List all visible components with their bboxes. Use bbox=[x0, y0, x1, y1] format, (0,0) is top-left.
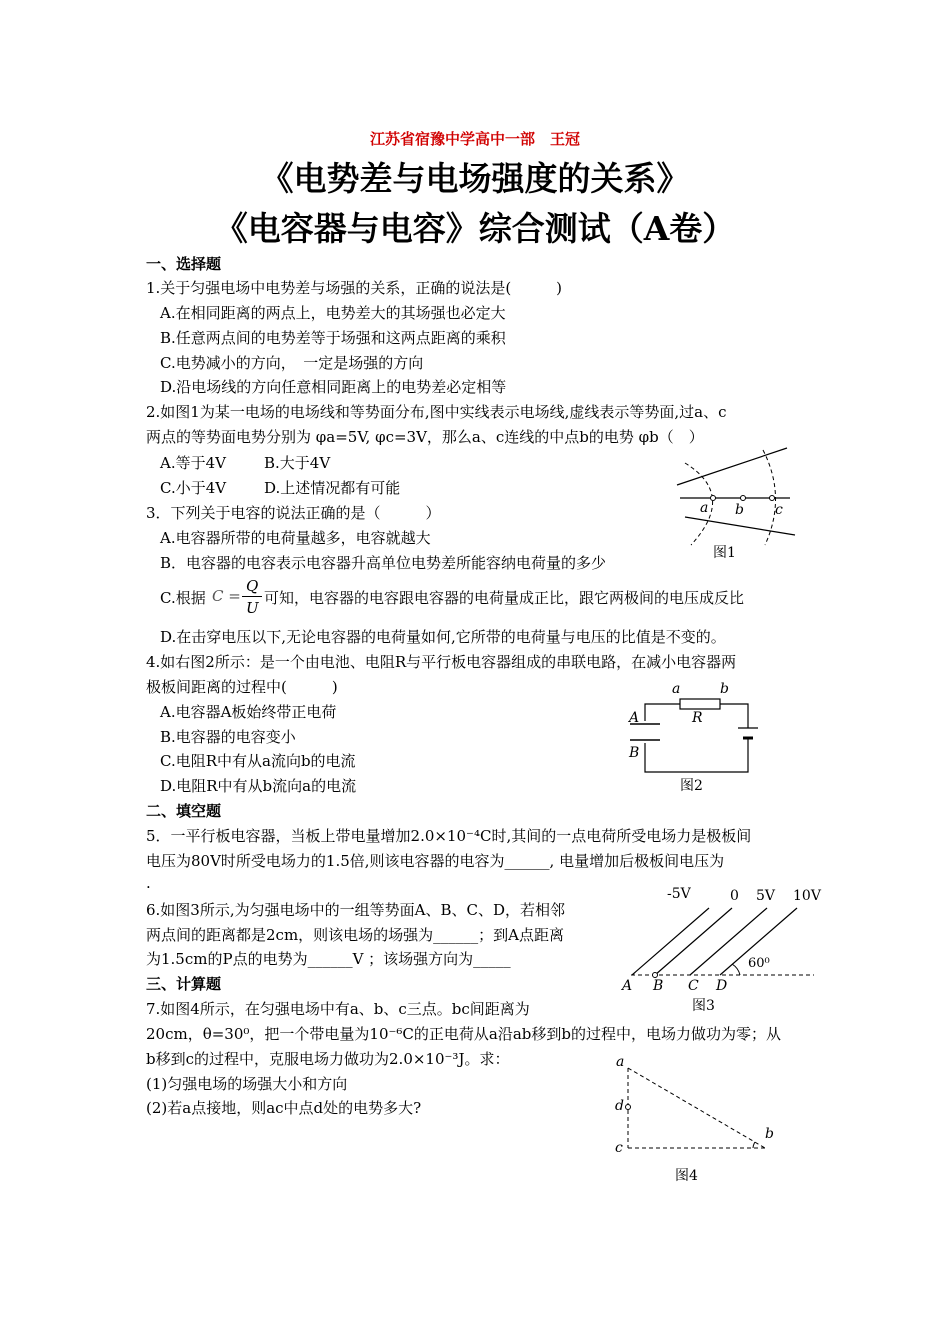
q1-option-c: C.电势减小的方向， 一定是场强的方向 bbox=[160, 354, 424, 372]
theta-arc bbox=[753, 1142, 755, 1148]
q2-option-c: C.小于4V bbox=[160, 479, 227, 497]
q7-sub-2: (2)若a点接地，则ac中点d处的电势多大? bbox=[146, 1099, 422, 1117]
plane-A bbox=[632, 908, 709, 975]
q4-option-b: B.电容器的电容变小 bbox=[160, 728, 296, 746]
q3-option-c-prefix: C.根据 bbox=[160, 589, 206, 607]
point-b bbox=[741, 496, 746, 501]
fig3-voltage-neg5: -5V bbox=[667, 886, 691, 902]
q6-line-3: 为1.5cm的P点的电势为______V ；该场强方向为_____ bbox=[146, 950, 511, 968]
fig2-label-A: A bbox=[629, 710, 640, 726]
q2-option-a: A.等于4V bbox=[160, 454, 226, 472]
q2-line-2: 两点的等势面电势分别为 φa=5V, φc=3V，那么a、c连线的中点b的电势 φb（ ） bbox=[146, 428, 704, 446]
fig3-angle-label: 60⁰ bbox=[748, 956, 770, 971]
q4-line-2: 极板间距离的过程中( ) bbox=[146, 678, 338, 696]
q7-line-3: b移到c的过程中，克服电场力做功为2.0×10⁻³J。求： bbox=[146, 1050, 510, 1068]
wire-top-left bbox=[645, 704, 680, 721]
q5-line-1: 5．一平行板电容器，当板上带电量增加2.0×10⁻⁴C时,其间的一点电荷所受电场力是极板间 bbox=[146, 827, 752, 845]
fig3-voltage-0: 0 bbox=[730, 888, 739, 904]
fig4-label-c: c bbox=[615, 1140, 623, 1156]
figure-2-circuit bbox=[620, 676, 770, 798]
field-line-bottom bbox=[685, 517, 795, 535]
fig2-label-R: R bbox=[692, 710, 703, 726]
fig1-label-c: c bbox=[775, 502, 783, 518]
q3-option-b: B．电容器的电容表示电容器升高单位电势差所能容纳电荷量的多少 bbox=[160, 554, 607, 572]
wire-top-right bbox=[720, 704, 748, 728]
q6-line-1: 6.如图3所示,为匀强电场中的一组等势面A、B、C、D，若相邻 bbox=[146, 901, 565, 919]
fig3-voltage-5: 5V bbox=[756, 888, 776, 904]
section-heading-fill: 二、填空题 bbox=[146, 802, 222, 820]
q2-option-b: B.大于4V bbox=[264, 454, 331, 472]
fig4-label-a: a bbox=[616, 1054, 625, 1070]
q4-line-1: 4.如右图2所示：是一个由电池、电阻R与平行板电容器组成的串联电路，在减小电容器两 bbox=[146, 653, 737, 671]
q4-option-c: C.电阻R中有从a流向b的电流 bbox=[160, 752, 356, 770]
angle-arc bbox=[732, 964, 740, 975]
fig1-label-b: b bbox=[735, 502, 744, 518]
section-heading-choice: 一、选择题 bbox=[146, 255, 222, 273]
fig3-caption: 图3 bbox=[692, 998, 715, 1014]
q6-line-2: 两点间的距离都是2cm，则该电场的场强为______；到A点距离 bbox=[146, 926, 565, 944]
q4-option-a: A.电容器A板始终带正电荷 bbox=[160, 703, 337, 721]
q1-option-d: D.沿电场线的方向任意相同距离上的电势差必定相等 bbox=[160, 378, 507, 396]
q7-sub-1: (1)匀强电场的场强大小和方向 bbox=[146, 1075, 348, 1093]
fig3-voltage-10: 10V bbox=[793, 888, 821, 904]
title-line-2: 《电容器与电容》综合测试（A卷） bbox=[214, 209, 736, 248]
fig2-caption: 图2 bbox=[680, 778, 703, 794]
q3-option-d: D.在击穿电压以下,无论电容器的电荷量如何,它所带的电荷量与电压的比值是不变的。 bbox=[160, 628, 726, 646]
fig1-label-a: a bbox=[700, 500, 709, 516]
q3-stem: 3．下列关于电容的说法正确的是（ ） bbox=[146, 504, 441, 522]
point-P bbox=[653, 973, 658, 978]
q7-line-1: 7.如图4所示，在匀强电场中有a、b、c三点。bc间距离为 bbox=[146, 1000, 530, 1018]
field-line-top bbox=[677, 448, 787, 485]
plane-B bbox=[655, 908, 732, 975]
figure-4-triangle bbox=[605, 1050, 785, 1190]
q5-line-2: 电压为80V时所受电场力的1.5倍,则该电容器的电容为______, 电量增加后极板间电压为 bbox=[146, 852, 725, 870]
q1-option-b: B.任意两点间的电势差等于场强和这两点距离的乘积 bbox=[160, 329, 506, 347]
q1-stem: 1.关于匀强电场中电势差与场强的关系，正确的说法是( ) bbox=[146, 279, 563, 297]
figure-3-equipotential-planes bbox=[612, 880, 827, 1020]
fig2-label-a: a bbox=[672, 681, 681, 697]
fig3-label-A: A bbox=[622, 978, 633, 994]
q2-line-1: 2.如图1为某一电场的电场线和等势面分布,图中实线表示电场线,虚线表示等势面,过a、c bbox=[146, 403, 727, 421]
resistor-R bbox=[680, 699, 720, 709]
q3-option-a: A.电容器所带的电荷量越多，电容就越大 bbox=[160, 529, 431, 547]
q4-option-d: D.电阻R中有从b流向a的电流 bbox=[160, 777, 357, 795]
section-heading-calc: 三、计算题 bbox=[146, 975, 222, 993]
figure-1-field-lines bbox=[675, 445, 805, 565]
point-a bbox=[711, 496, 716, 501]
q3-fraction-bar bbox=[242, 596, 262, 597]
author-line: 江苏省宿豫中学高中一部 王冠 bbox=[369, 130, 580, 148]
q5-line-3: . bbox=[146, 874, 151, 892]
title-line-1: 《电势差与电场强度的关系》 bbox=[260, 159, 690, 198]
q3-formula-denominator: U bbox=[246, 599, 259, 617]
equipotential-line-left bbox=[685, 463, 713, 545]
q7-line-2: 20cm，θ=30⁰，把一个带电量为10⁻⁶C的正电荷从a沿ab移到b的过程中，电场力做功为零；从 bbox=[146, 1025, 781, 1043]
fig2-label-b: b bbox=[720, 681, 729, 697]
fig3-label-D: D bbox=[716, 978, 728, 994]
q3-option-c-text: 可知，电容器的电容跟电容器的电荷量成正比，跟它两极间的电压成反比 bbox=[264, 589, 745, 607]
fig2-label-B: B bbox=[629, 745, 640, 761]
side-ab bbox=[628, 1068, 765, 1148]
fig4-label-b: b bbox=[765, 1126, 774, 1142]
q3-formula-lhs: C = bbox=[212, 587, 241, 605]
q2-option-d: D.上述情况都有可能 bbox=[264, 479, 401, 497]
fig3-label-C: C bbox=[688, 978, 699, 994]
fig3-label-B: B bbox=[653, 978, 664, 994]
wire-bottom bbox=[645, 738, 748, 772]
q3-formula-numerator: Q bbox=[246, 577, 259, 595]
fig4-caption: 图4 bbox=[675, 1168, 698, 1184]
point-c bbox=[770, 496, 775, 501]
fig4-label-d: d bbox=[615, 1098, 624, 1114]
fig1-caption: 图1 bbox=[713, 545, 736, 561]
q1-option-a: A.在相同距离的两点上，电势差大的其场强也必定大 bbox=[160, 304, 506, 322]
point-d bbox=[626, 1105, 631, 1110]
